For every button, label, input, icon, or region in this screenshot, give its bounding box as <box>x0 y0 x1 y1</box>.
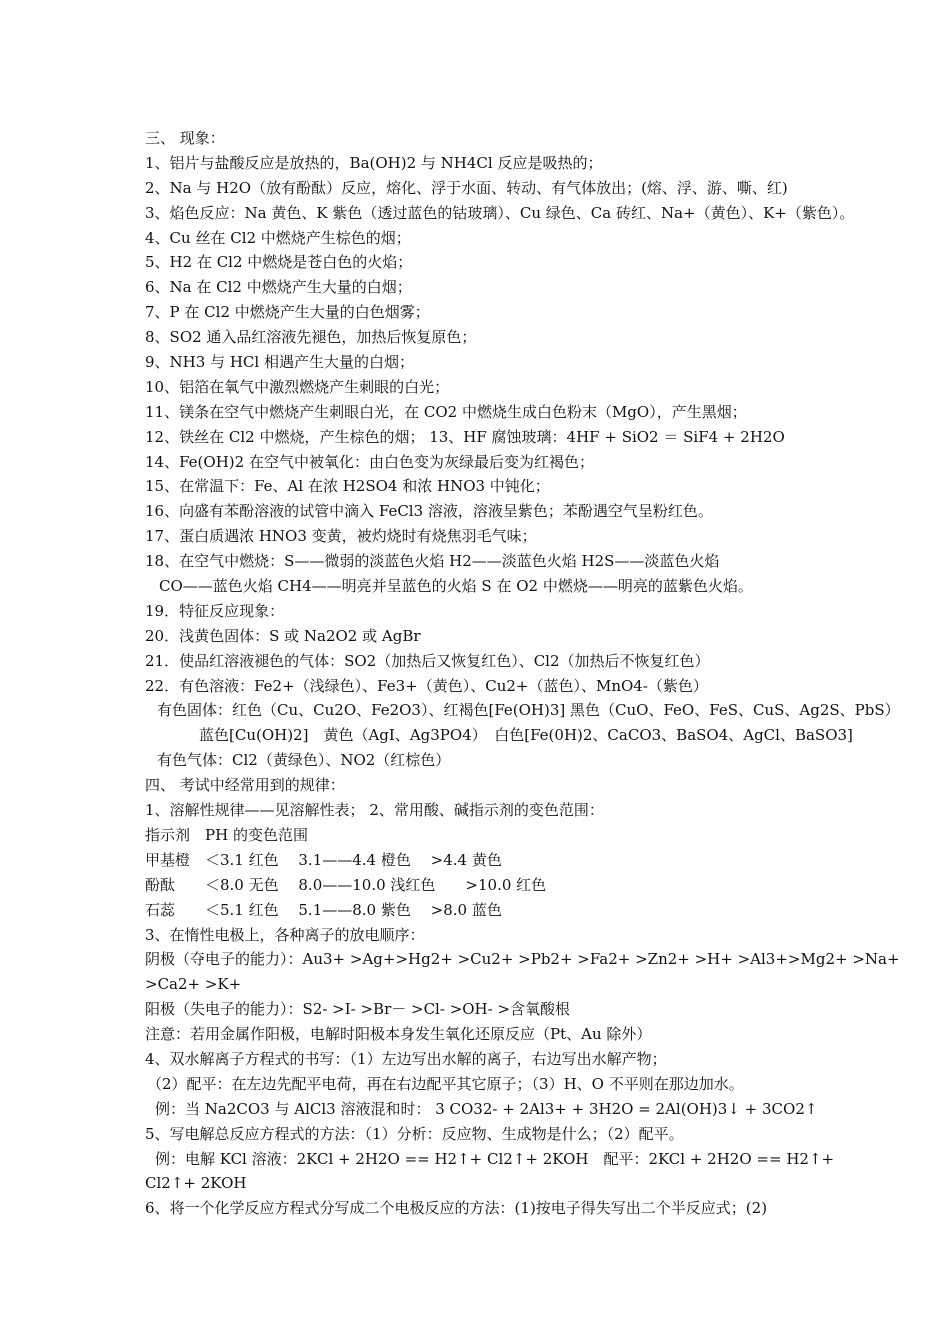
text-line: 4、双水解离子方程式的书写：（1）左边写出水解的离子，右边写出水解产物； <box>145 1049 667 1068</box>
text-line: >Ca2+ >K+ <box>145 975 242 994</box>
document-body <box>145 126 900 1221</box>
text-line: 酚酞 ＜8.0 无色 8.0——10.0 浅红色 >10.0 红色 <box>145 875 547 894</box>
text-line: 10、铝箔在氧气中激烈燃烧产生刺眼的白光； <box>145 377 450 396</box>
text-line: 15、在常温下：Fe、Al 在浓 H2SO4 和浓 HNO3 中钝化； <box>145 477 550 496</box>
text-line: 有色固体：红色（Cu、Cu2O、Fe2O3）、红褐色[Fe(OH)3] 黑色（CuO、FeO、FeS、CuS、Ag2S、PbS） <box>157 701 900 720</box>
text-line: 9、NH3 与 HCl 相遇产生大量的白烟； <box>145 353 414 372</box>
text-line: 蓝色[Cu(OH)2] 黄色（AgI、Ag3PO4） 白色[Fe(0H)2、CaCO3、BaSO4、AgCl、BaSO3] <box>199 726 853 745</box>
text-line: 11、镁条在空气中燃烧产生刺眼白光，在 CO2 中燃烧生成白色粉末（MgO），产生黑烟； <box>145 402 747 421</box>
text-line: 有色气体：Cl2（黄绿色）、NO2（红棕色） <box>157 751 451 770</box>
text-line: 8、SO2 通入品红溶液先褪色，加热后恢复原色； <box>145 328 477 347</box>
text-line: 三、 现象： <box>145 129 225 147</box>
text-line: 6、Na 在 Cl2 中燃烧产生大量的白烟； <box>145 278 412 297</box>
text-line: 22．有色溶液：Fe2+（浅绿色）、Fe3+（黄色）、Cu2+（蓝色）、MnO4-（紫色） <box>145 676 708 695</box>
text-line: 6、将一个化学反应方程式分写成二个电极反应的方法：(1)按电子得失写出二个半反应式；(2) <box>145 1199 768 1218</box>
text-line: 3、在惰性电极上，各种离子的放电顺序： <box>145 925 425 944</box>
text-line: 16、向盛有苯酚溶液的试管中滴入 FeCl3 溶液，溶液呈紫色；苯酚遇空气呈粉红色。 <box>145 502 713 521</box>
text-line: 甲基橙 ＜3.1 红色 3.1——4.4 橙色 >4.4 黄色 <box>145 850 502 869</box>
text-line: 21．使品红溶液褪色的气体：SO2（加热后又恢复红色）、Cl2（加热后不恢复红色） <box>145 651 710 670</box>
text-line: 12、铁丝在 Cl2 中燃烧，产生棕色的烟； 13、HF 腐蚀玻璃：4HF + SiO2 ＝ SiF4 + 2H2O <box>145 427 785 446</box>
text-line: 石蕊 ＜5.1 红色 5.1——8.0 紫色 >8.0 蓝色 <box>145 900 502 919</box>
text-line: 5、写电解总反应方程式的方法：（1）分析：反应物、生成物是什么；（2）配平。 <box>145 1124 684 1143</box>
text-line: 2、Na 与 H2O（放有酚酞）反应，熔化、浮于水面、转动、有气体放出；(熔、浮、游、嘶、红) <box>145 178 788 197</box>
text-line: 例：当 Na2CO3 与 AlCl3 溶液混和时： 3 CO32- + 2Al3+ + 3H2O = 2Al(OH)3↓ + 3CO2↑ <box>155 1099 818 1118</box>
text-line: CO——蓝色火焰 CH4——明亮并呈蓝色的火焰 S 在 O2 中燃烧——明亮的蓝紫色火焰。 <box>159 577 753 596</box>
text-line: 14、Fe(OH)2 在空气中被氧化：由白色变为灰绿最后变为红褐色； <box>145 452 594 471</box>
text-line: 例：电解 KCl 溶液：2KCl + 2H2O == H2↑+ Cl2↑+ 2KOH 配平：2KCl + 2H2O == H2↑+ <box>155 1149 835 1168</box>
text-line: 5、H2 在 Cl2 中燃烧是苍白色的火焰； <box>145 253 413 272</box>
text-line: 18、在空气中燃烧：S——微弱的淡蓝色火焰 H2——淡蓝色火焰 H2S——淡蓝色火焰 <box>145 552 720 571</box>
text-line: 1、铝片与盐酸反应是放热的，Ba(OH)2 与 NH4Cl 反应是吸热的； <box>145 153 603 172</box>
text-line: 17、蛋白质遇浓 HNO3 变黄，被灼烧时有烧焦羽毛气味； <box>145 527 537 546</box>
text-line: 注意：若用金属作阳极，电解时阳极本身发生氧化还原反应（Pt、Au 除外） <box>145 1025 652 1044</box>
text-line: 20．浅黄色固体：S 或 Na2O2 或 AgBr <box>145 626 421 645</box>
text-line: 阳极（失电子的能力）：S2- >I- >Br－ >Cl- >OH- >含氧酸根 <box>145 1000 571 1019</box>
text-line: 指示剂 PH 的变色范围 <box>145 825 308 844</box>
text-line: 7、P 在 Cl2 中燃烧产生大量的白色烟雾； <box>145 303 430 322</box>
text-line: 4、Cu 丝在 Cl2 中燃烧产生棕色的烟； <box>145 228 411 247</box>
text-line: 四、 考试中经常用到的规律： <box>145 776 345 795</box>
text-line: Cl2↑+ 2KOH <box>145 1174 247 1193</box>
text-line: （2）配平：在左边先配平电荷，再在右边配平其它原子；（3）H、O 不平则在那边加水。 <box>147 1074 744 1093</box>
text-line: 阴极（夺电子的能力）：Au3+ >Ag+>Hg2+ >Cu2+ >Pb2+ >Fa2+ >Zn2+ >H+ >Al3+>Mg2+ >Na+ <box>145 950 900 969</box>
text-line: 3、焰色反应：Na 黄色、K 紫色（透过蓝色的钴玻璃）、Cu 绿色、Ca 砖红、Na+（黄色）、K+（紫色）。 <box>145 203 855 222</box>
text-line: 19．特征反应现象： <box>145 601 285 620</box>
text-line: 1、溶解性规律——见溶解性表； 2、常用酸、碱指示剂的变色范围： <box>145 801 604 820</box>
